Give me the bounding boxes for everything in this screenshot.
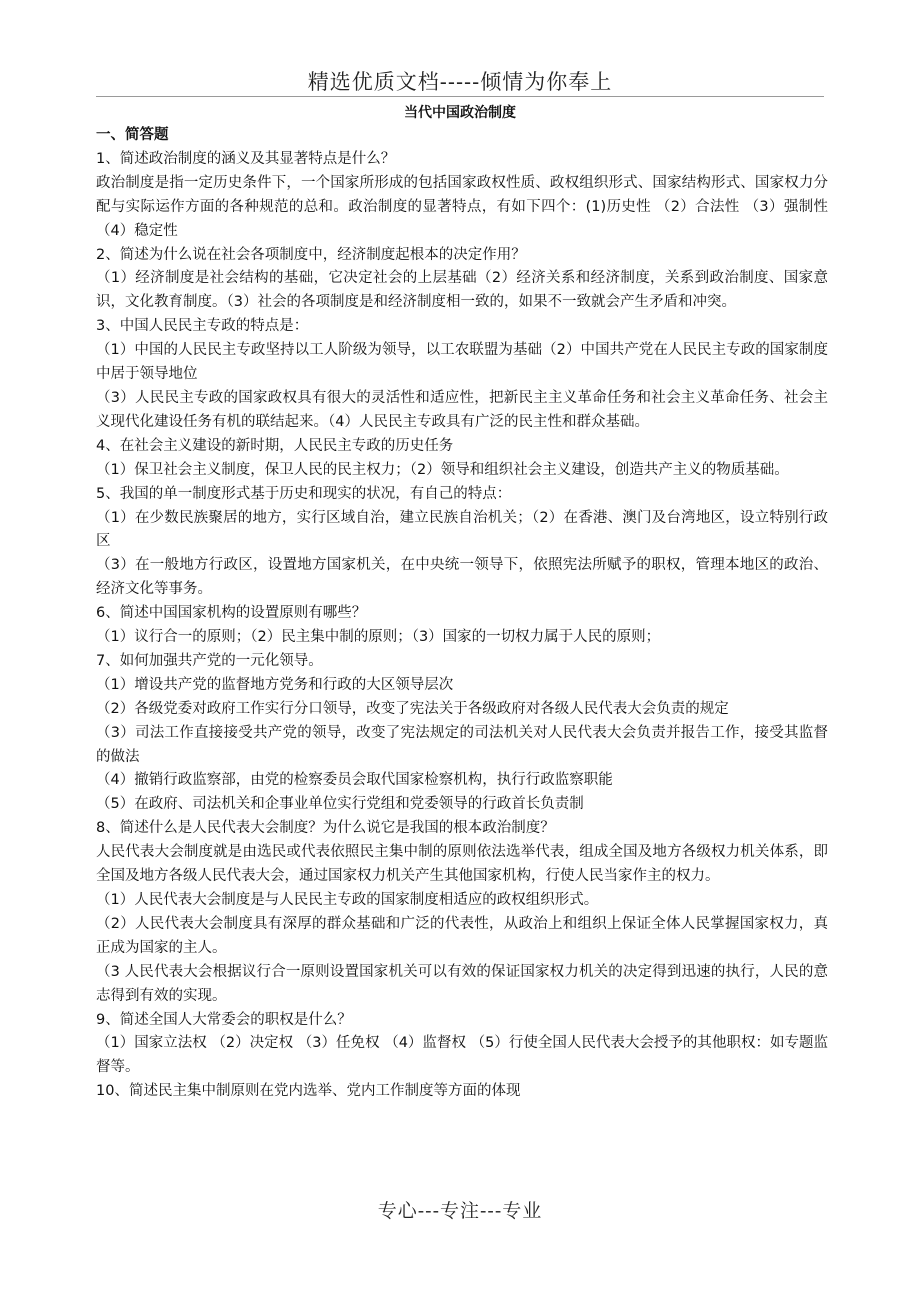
answer-paragraph: （1）经济制度是社会结构的基础，它决定社会的上层基础（2）经济关系和经济制度，关系到政治制度、国家意识，文化教育制度。（3）社会的各项制度是和经济制度相一致的，如果不一致就会产生矛盾和冲突。 [96, 270, 828, 311]
answer-paragraph: （1）保卫社会主义制度，保卫人民的民主权力；（2）领导和组织社会主义建设，创造共产主义的物质基础。 [96, 461, 789, 478]
page-footer: 专心---专注---专业 [377, 1200, 543, 1222]
question-8: 8、简述什么是人民代表大会制度？为什么说它是我国的根本政治制度？ [96, 820, 555, 837]
answer-paragraph: （1）增设共产党的监督地方党务和行政的大区领导层次 [96, 676, 454, 693]
document-title: 当代中国政治制度 [404, 105, 516, 121]
answer-paragraph: （1）中国的人民民主专政坚持以工人阶级为领导，以工农联盟为基础（2）中国共产党在人民民主专政的国家制度中居于领导地位 [96, 342, 828, 383]
answer-paragraph: （1）议行合一的原则；（2）民主集中制的原则；（3）国家的一切权力属于人民的原则； [96, 629, 661, 646]
question-9: 9、简述全国人大常委会的职权是什么？ [96, 1011, 352, 1028]
document-body [96, 124, 828, 1104]
question-6: 6、简述中国国家机构的设置原则有哪些？ [96, 605, 367, 622]
header-divider [96, 96, 824, 97]
section-heading: 一、简答题 [96, 127, 169, 143]
answer-paragraph: （1）国家立法权 （2）决定权 （3）任免权 （4）监督权 （5）行使全国人民代表大会授予的其他职权：如专题监督等。 [96, 1035, 828, 1076]
answer-paragraph: （3）人民民主专政的国家政权具有很大的灵活性和适应性，把新民主主义革命任务和社会主义革命任务、社会主义现代化建设任务有机的联结起来。（4）人民民主专政具有广泛的民主性和群众基础。 [96, 389, 828, 430]
answer-paragraph: （1）人民代表大会制度是与人民民主专政的国家制度相适应的政权组织形式。 [96, 892, 599, 908]
question-2: 2、简述为什么说在社会各项制度中，经济制度起根本的决定作用？ [96, 246, 526, 263]
answer-paragraph: 政治制度是指一定历史条件下，一个国家所形成的包括国家政权性质、政权组织形式、国家结构形式、国家权力分配与实际运作方面的各种规范的总和。政治制度的显著特点，有如下四个：(1)历史性 （2）合法性 （3）强制性（4）稳定性 [96, 174, 828, 239]
question-5: 5、我国的单一制度形式基于历史和现实的状况，有自己的特点： [96, 485, 512, 502]
answer-paragraph: （3）司法工作直接接受共产党的领导，改变了宪法规定的司法机关对人民代表大会负责并报告工作，接受其监督的做法 [96, 724, 828, 765]
answer-paragraph: （3 人民代表大会根据议行合一原则设置国家机关可以有效的保证国家权力机关的决定得到迅速的执行，人民的意志得到有效的实现。 [96, 963, 828, 1004]
question-10: 10、简述民主集中制原则在党内选举、党内工作制度等方面的体现 [96, 1083, 521, 1100]
answer-paragraph: （4）撤销行政监察部，由党的检察委员会取代国家检察机构，执行行政监察职能 [96, 772, 613, 789]
answer-paragraph: （2）人民代表大会制度具有深厚的群众基础和广泛的代表性，从政治上和组织上保证全体人民掌握国家权力，真正成为国家的主人。 [96, 915, 828, 956]
question-4: 4、在社会主义建设的新时期，人民民主专政的历史任务 [96, 437, 454, 454]
question-3: 3、中国人民民主专政的特点是： [96, 318, 309, 335]
answer-paragraph: 人民代表大会制度就是由选民或代表依照民主集中制的原则依法选举代表，组成全国及地方各级权力机关体系，即全国及地方各级人民代表大会，通过国家权力机关产生其他国家机构，行使人民当家作主的权力。 [96, 844, 828, 885]
answer-paragraph: （1）在少数民族聚居的地方，实行区域自治，建立民族自治机关；（2）在香港、澳门及台湾地区，设立特别行政区 [96, 509, 828, 550]
answer-paragraph: （2）各级党委对政府工作实行分口领导，改变了宪法关于各级政府对各级人民代表大会负责的规定 [96, 700, 729, 717]
page-header: 精选优质文档-----倾情为你奉上 [307, 70, 613, 94]
question-1: 1、简述政治制度的涵义及其显著特点是什么？ [96, 150, 396, 167]
answer-paragraph: （5）在政府、司法机关和企事业单位实行党组和党委领导的行政首长负责制 [96, 796, 584, 813]
question-7: 7、如何加强共产党的一元化领导。 [96, 652, 323, 669]
answer-paragraph: （3）在一般地方行政区，设置地方国家机关，在中央统一领导下，依照宪法所赋予的职权，管理本地区的政治、经济文化等事务。 [96, 557, 828, 598]
